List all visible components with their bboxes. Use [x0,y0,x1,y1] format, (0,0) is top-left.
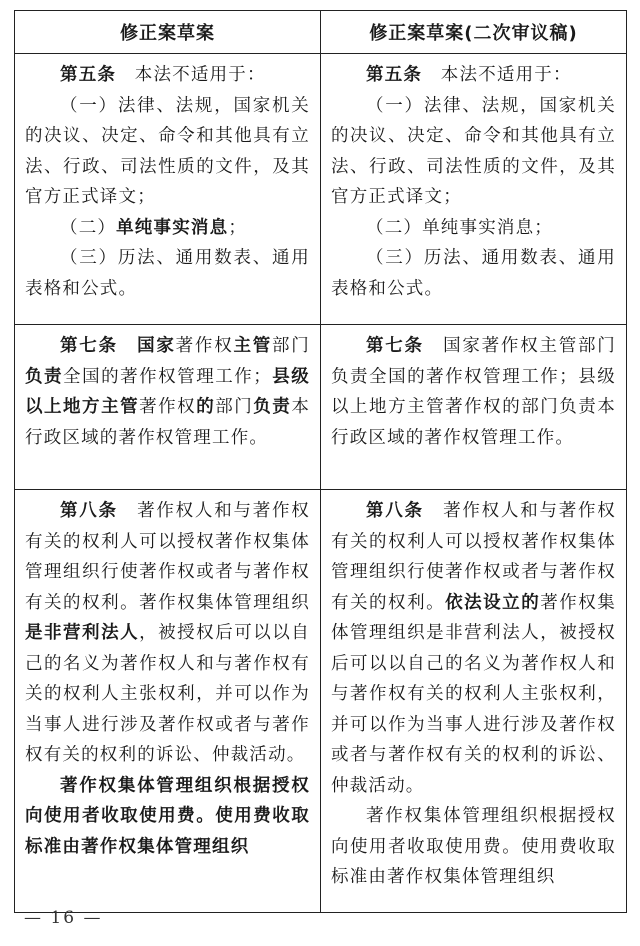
header-right: 修正案草案(二次审议稿) [321,11,627,54]
paragraph [331,60,616,91]
text-run: 本法不适用于： [116,65,266,85]
paragraph [331,496,616,801]
bold-text: 的 [196,397,216,417]
text-run: （一）法律、法规，国家机关的决议、决定、命令和其他具有立法、行政、司法性质的文件，及其官方正式译文； [25,95,310,207]
text-run: （二）单纯事实消息； [366,217,553,238]
cell-left [15,54,321,325]
bold-text: 第五条 [366,65,423,85]
text-run: ； [228,217,248,238]
text-run: 部门 [272,336,311,356]
paragraph [331,331,616,453]
text-run: 全国的著作权管理工作； [63,366,272,387]
paragraph [25,771,310,863]
text-run: （二） [60,217,117,238]
text-run: （一）法律、法规，国家机关的决议、决定、命令和其他具有立法、行政、司法性质的文件，及其官方正式译文； [331,95,616,207]
text-run: 著作权集体管理组织是非营利法人，被授权后可以以自己的名义为著作权人和与著作权有关的权利人主张权利，并可以作为当事人进行涉及著作权或者与著作权有关的权利的诉讼、仲裁活动。 [331,592,616,796]
text-run: 国家著作权主管部门负责全国的著作权管理工作；县级以上地方主管著作权的部门负责本行政区域的著作权管理工作。 [331,336,616,448]
page-number: — 16 — [24,908,103,928]
bold-text: 第八条 [366,501,424,521]
text-run: 著作权 [139,397,197,417]
text-run: 著作权人和与著作权有关的权利人可以授权著作权集体管理组织行使著作权或者与著作权有关的权利。 [331,501,616,613]
bold-text: 是非营利法人 [25,623,140,643]
bold-text: 负责 [25,366,64,387]
comparison-table [14,10,627,913]
paragraph [25,331,310,453]
table-row [15,54,627,325]
bold-text: 依法设立的 [445,592,541,613]
text-run: 部门 [215,397,254,417]
text-run [118,336,137,356]
paragraph [25,243,310,304]
bold-text: 著作权集体管理组织根据授权向使用者收取使用费。使用费收取标准由著作权集体管理组织 [25,775,310,857]
paragraph [331,243,616,304]
paragraph [25,496,310,771]
bold-text: 第七条 [60,336,118,356]
bold-text: 负责 [253,397,292,417]
bold-text: 单纯事实消息 [116,217,229,238]
text-run: 著作权集体管理组织根据授权向使用者收取使用费。使用费收取标准由著作权集体管理组织 [331,806,616,887]
cell-right [321,54,627,325]
text-run: 著作权人和与著作权有关的权利人可以授权著作权集体管理组织行使著作权或者与著作权有关的权利。著作权集体管理组织 [25,501,310,613]
bold-text: 主管 [233,336,273,356]
paragraph [331,801,616,893]
text-run: 本法不适用于： [422,65,572,85]
bold-text: 第八条 [60,501,118,521]
header-left: 修正案草案 [15,11,321,54]
paragraph [331,213,616,244]
bold-text: 国家 [137,336,176,356]
paragraph [331,91,616,213]
paragraph [25,60,310,91]
cell-right [321,490,627,913]
cell-right [321,325,627,490]
text-run: （三）历法、通用数表、通用表格和公式。 [331,248,616,299]
text-run: （三）历法、通用数表、通用表格和公式。 [25,248,310,299]
text-run: ，被授权后可以以自己的名义为著作权人和与著作权有关的权利人主张权利，并可以作为当事人进行涉及著作权或者与著作权有关的权利的诉讼、仲裁活动。 [25,623,310,765]
bold-text: 第五条 [60,65,117,85]
bold-text: 第七条 [366,336,424,356]
table-row [15,325,627,490]
cell-left [15,490,321,913]
cell-left [15,325,321,490]
paragraph [25,213,310,244]
text-run: 本行政区域的著作权管理工作。 [25,397,311,448]
table-row [15,490,627,913]
paragraph [25,91,310,213]
header-row [15,11,627,54]
text-run: 著作权 [175,336,234,356]
bold-text: 县级以上地方主管 [25,366,310,417]
